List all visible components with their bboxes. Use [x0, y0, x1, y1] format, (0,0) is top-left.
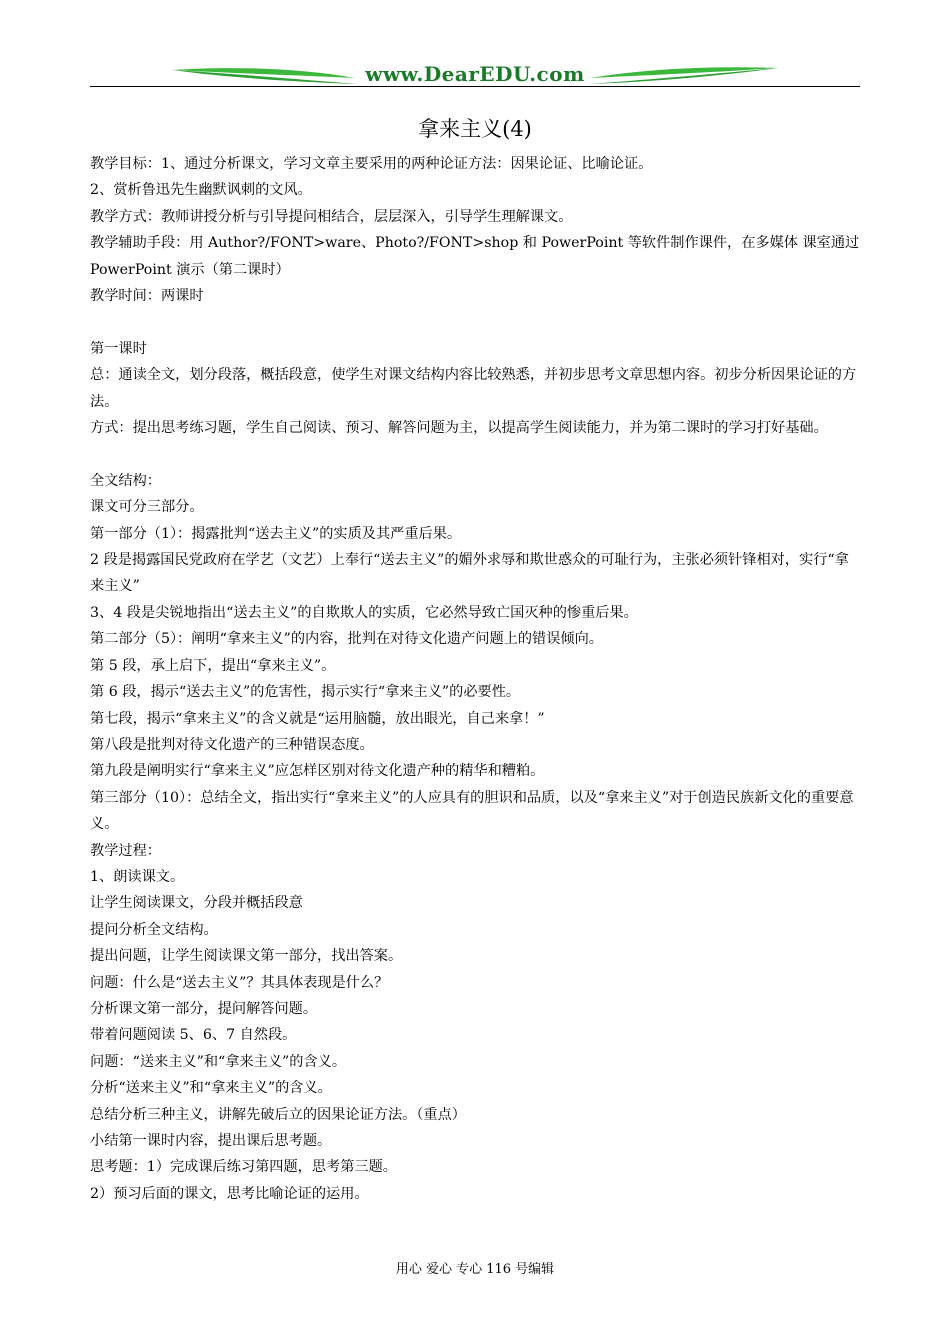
body-paragraph: 方式：提出思考练习题，学生自己阅读、预习、解答问题为主，以提高学生阅读能力，并为第二课时的学习打好基础。 [90, 420, 828, 437]
body-paragraph: 第 5 段，承上启下，提出“拿来主义”。 [90, 657, 336, 674]
page-footer: 用心 爱心 专心 116 号编辑 [395, 1262, 555, 1277]
body-paragraph: 思考题：1）完成课后练习第四题，思考第三题。 [90, 1159, 397, 1176]
body-paragraph: 教学过程： [90, 842, 161, 859]
body-paragraph: 第八段是批判对待文化遗产的三种错误态度。 [90, 736, 374, 753]
body-paragraph: 教学辅助手段：用 Author?/FONT>ware、Photo?/FONT>shop 和 PowerPoint 等软件制作课件，在多媒体 课室通过 PowerPoint 演示（第二课时） [90, 235, 860, 278]
page-title: 拿来主义(4) [418, 117, 532, 141]
header-divider [90, 86, 860, 87]
body-paragraph: 问题：“送来主义”和“拿来主义”的含义。 [90, 1053, 347, 1070]
body-paragraph: 问题：什么是“送去主义”？其具体表现是什么？ [90, 974, 389, 991]
blank-line [90, 441, 860, 467]
body-paragraph: 分析“送来主义”和“拿来主义”的含义。 [90, 1080, 332, 1097]
body-paragraph: 第一部分（1）：揭露批判“送去主义”的实质及其严重后果。 [90, 525, 462, 542]
body-paragraph: 教学目标：1、通过分析课文，学习文章主要采用的两种论证方法：因果论证、比喻论证。 [90, 156, 653, 172]
body-paragraph: 2）预习后面的课文，思考比喻论证的运用。 [90, 1185, 369, 1202]
body-paragraph: 第二部分（5）：阐明“拿来主义”的内容，批判在对待文化遗产问题上的错误倾向。 [90, 631, 603, 648]
body-paragraph: 第三部分（10）：总结全文，指出实行“拿来主义”的人应具有的胆识和品质，以及“拿来主义”对于创造民族新文化的重要意义。 [90, 789, 854, 833]
body-paragraph: 全文结构： [90, 472, 161, 489]
body-paragraph: 1、朗读课文。 [90, 868, 185, 885]
body-paragraph: 第一课时 [90, 340, 147, 357]
body-paragraph: 总结分析三种主义，讲解先破后立的因果论证方法。（重点） [90, 1106, 466, 1123]
body-paragraph: 提问分析全文结构。 [90, 921, 218, 938]
blank-line [90, 309, 860, 335]
site-header [90, 60, 860, 92]
body-paragraph: 第 6 段，揭示“送去主义”的危害性，揭示实行“拿来主义”的必要性。 [90, 684, 521, 701]
body-paragraph: 课文可分三部分。 [90, 499, 204, 516]
body-paragraph: 小结第一课时内容，提出课后思考题。 [90, 1133, 332, 1149]
document-body [90, 151, 860, 1207]
body-paragraph: 第七段，揭示“拿来主义”的含义就是“运用脑髓，放出眼光，自己来拿！” [90, 710, 545, 727]
body-paragraph: 第九段是阐明实行“拿来主义”应怎样区别对待文化遗产种的精华和糟粕。 [90, 763, 545, 780]
body-paragraph: 提出问题，让学生阅读课文第一部分，找出答案。 [90, 948, 403, 965]
body-paragraph: 2 段是揭露国民党政府在学艺（文艺）上奉行“送去主义”的媚外求辱和欺世惑众的可耻行为，主张必须针锋相对，实行“拿来主义” [90, 552, 849, 595]
body-paragraph: 带着问题阅读 5、6、7 自然段。 [90, 1027, 297, 1044]
body-paragraph: 教学方式：教师讲授分析与引导提问相结合，层层深入，引导学生理解课文。 [90, 208, 573, 225]
body-paragraph: 分析课文第一部分，提问解答问题。 [90, 1000, 318, 1017]
body-paragraph: 让学生阅读课文，分段并概括段意 [90, 895, 303, 912]
body-paragraph: 3、4 段是尖锐地指出“送去主义”的自欺欺人的实质，它必然导致亡国灭种的惨重后果。 [90, 604, 638, 621]
body-paragraph: 2、赏析鲁迅先生幽默讽刺的文风。 [90, 182, 312, 199]
site-logo-text[interactable]: www.DearEDU.com [365, 62, 585, 86]
body-paragraph: 总：通读全文，划分段落，概括段意，使学生对课文结构内容比较熟悉，并初步思考文章思想内容。初步分析因果论证的方法。 [90, 367, 857, 410]
body-paragraph: 教学时间：两课时 [90, 288, 204, 305]
